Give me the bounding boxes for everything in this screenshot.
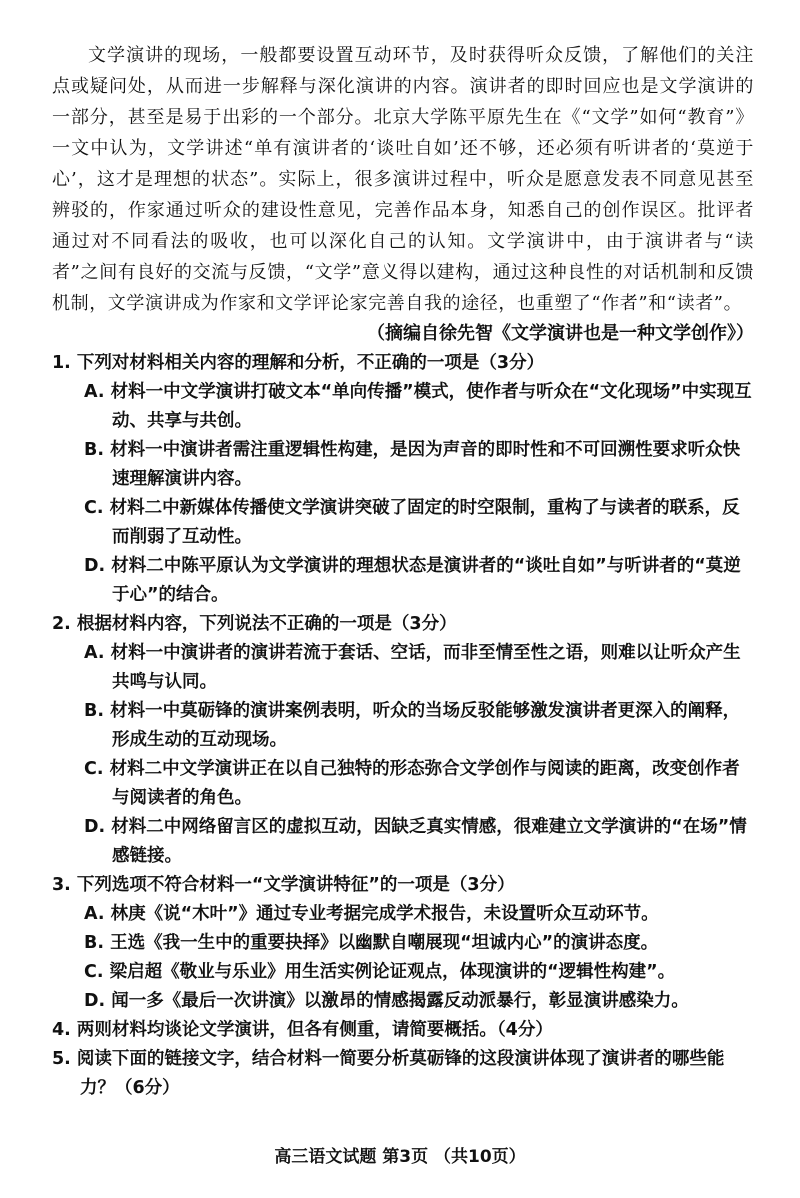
option-b: B. 材料一中莫砺锋的演讲案例表明，听众的当场反驳能够激发演讲者更深入的阐释，形成生动的互动现场。 <box>84 701 741 750</box>
passage-source: （摘编自徐先智《文学演讲也是一种文学创作》） <box>367 323 754 344</box>
option-d: D. 材料二中网络留言区的虚拟互动，因缺乏真实情感，很难建立文学演讲的“在场”情感链接。 <box>84 817 747 866</box>
question-5 <box>52 1045 754 1103</box>
question-3 <box>52 871 754 1016</box>
option-a: A. 材料一中文学演讲打破文本“单向传播”模式，使作者与听众在“文化现场”中实现互动、共享与共创。 <box>84 382 752 431</box>
question-4 <box>52 1016 754 1045</box>
question-stem: 3. 下列选项不符合材料一“文学演讲特征”的一项是（3分） <box>52 875 515 895</box>
option-d: D. 材料二中陈平原认为文学演讲的理想状态是演讲者的“谈吐自如”与听讲者的“莫逆于心”的结合。 <box>84 556 741 605</box>
option-c: C. 材料二中文学演讲正在以自己独特的形态弥合文学创作与阅读的距离，改变创作者与阅读者的角色。 <box>84 759 740 808</box>
question-stem: 2. 根据材料内容，下列说法不正确的一项是（3分） <box>52 614 457 634</box>
question-2 <box>52 610 754 871</box>
option-c: C. 梁启超《敬业与乐业》用生活实例论证观点，体现演讲的“逻辑性构建”。 <box>84 962 676 982</box>
question-stem: 4. 两则材料均谈论文学演讲，但各有侧重，请简要概括。（4分） <box>52 1020 553 1040</box>
option-c: C. 材料二中新媒体传播使文学演讲突破了固定的时空限制，重构了与读者的联系，反而削弱了互动性。 <box>84 498 740 547</box>
passage-paragraph: 文学演讲的现场，一般都要设置互动环节，及时获得听众反馈，了解他们的关注点或疑问处，从而进一步解释与深化演讲的内容。演讲者的即时回应也是文学演讲的一部分，甚至是易于出彩的一个部分。北京大学陈平原先生在《“文学”如何“教育”》一文中认为，文学讲述“单有演讲者的‘谈吐自如’还不够，还必须有听讲者的‘莫逆于心’，这才是理想的状态”。实际上，很多演讲过程中，听众是愿意发表不同意见甚至辨驳的，作家通过听众的建设性意见，完善作品本身，知悉自己的创作误区。批评者通过对不同看法的吸收，也可以深化自己的认知。文学演讲中，由于演讲者与“读者”之间有良好的交流与反馈，“文学”意义得以建构，通过这种良性的对话机制和反馈机制，文学演讲成为作家和文学评论家完善自我的途径，也重塑了“作者”和“读者”。 <box>52 45 754 314</box>
question-stem: 1. 下列对材料相关内容的理解和分析，不正确的一项是（3分） <box>52 353 545 373</box>
option-b: B. 王选《我一生中的重要抉择》以幽默自嘲展现“坦诚内心”的演讲态度。 <box>84 933 659 953</box>
option-a: A. 材料一中演讲者的演讲若流于套话、空话，而非至情至性之语，则难以让听众产生共鸣与认同。 <box>84 643 741 692</box>
question-1 <box>52 349 754 610</box>
option-d: D. 闻一多《最后一次讲演》以激昂的情感揭露反动派暴行，彰显演讲感染力。 <box>84 991 689 1011</box>
option-b: B. 材料一中演讲者需注重逻辑性构建，是因为声音的即时性和不可回溯性要求听众快速理解演讲内容。 <box>84 440 741 489</box>
option-a: A. 林庚《说“木叶”》通过专业考据完成学术报告，未设置听众互动环节。 <box>84 904 659 924</box>
question-stem: 5. 阅读下面的链接文字，结合材料一简要分析莫砺锋的这段演讲体现了演讲者的哪些能力？（6分） <box>52 1049 725 1098</box>
page-footer: 高三语文试题 第3页 （共10页） <box>274 1147 526 1167</box>
